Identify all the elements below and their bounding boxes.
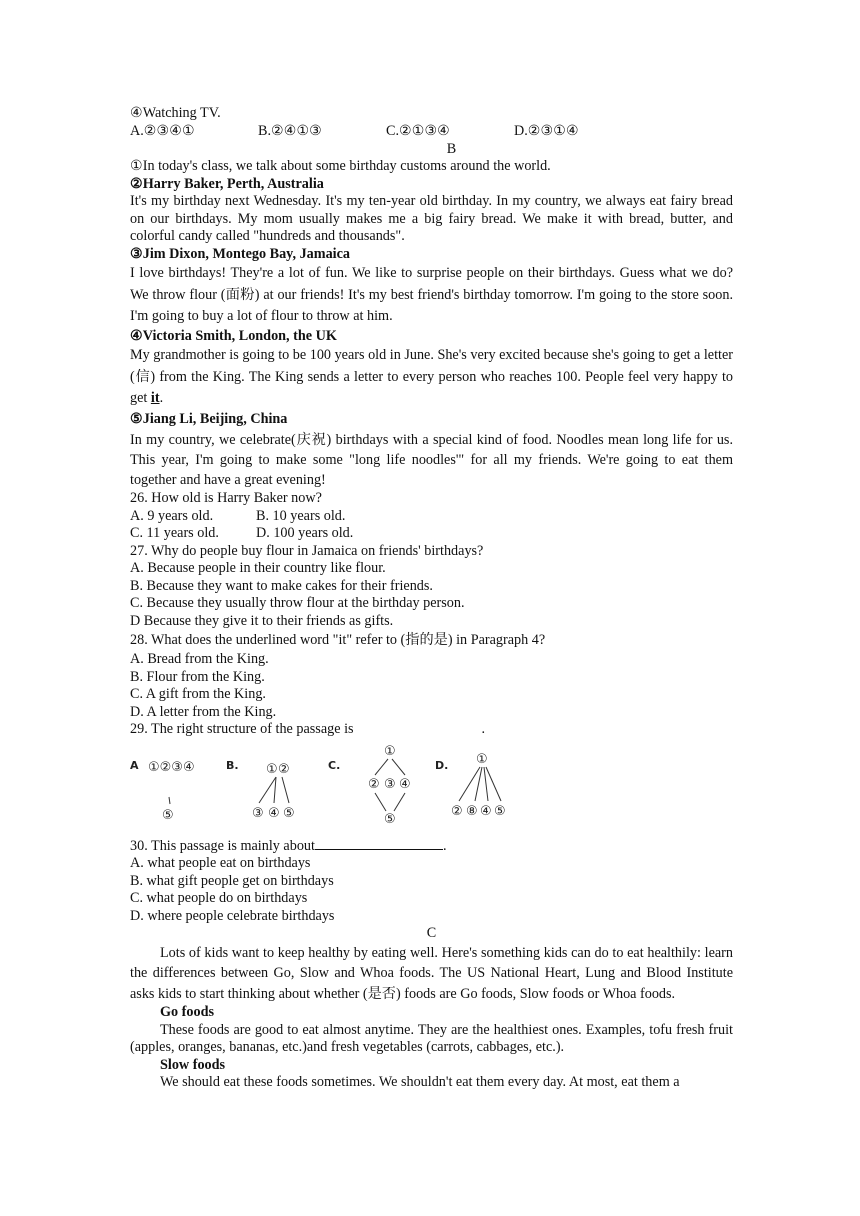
paragraph-4-body — [130, 345, 733, 410]
diagram-b-label: B. — [226, 758, 239, 772]
paragraph-5-heading: ⑤Jiang Li, Beijing, China — [130, 410, 288, 427]
q26-option-b: B. 10 years old. — [256, 507, 346, 524]
diagram-b-bottom-2: ④ — [268, 805, 280, 821]
paragraph-2-heading: ②Harry Baker, Perth, Australia — [130, 175, 324, 192]
diagram-d-line-1 — [459, 767, 480, 801]
question-29 — [130, 721, 733, 739]
diagram-b-line-1 — [259, 777, 276, 803]
q28-option-b: B. Flour from the King. — [130, 668, 265, 685]
question-29-end: . — [481, 721, 486, 737]
diagram-b — [226, 759, 295, 821]
question-29-text: 29. The right structure of the passage is — [130, 721, 354, 737]
q26-option-a: A. 9 years old. — [130, 507, 214, 524]
diagram-b-top-1: ① — [266, 761, 278, 777]
diagram-c-top: ① — [384, 743, 396, 759]
diagram-a-connector — [169, 797, 170, 804]
slow-foods-heading: Slow foods — [160, 1056, 226, 1073]
q30-option-b: B. what gift people get on birthdays — [130, 872, 334, 889]
slow-foods-body: We should eat these foods sometimes. We shouldn't eat them every day. At most, eat them a — [160, 1074, 680, 1090]
structure-diagrams — [130, 741, 733, 836]
option-b: B.②④①③ — [258, 122, 322, 139]
diagram-b-top-2: ② — [278, 761, 290, 777]
paragraph-3-heading: ③Jim Dixon, Montego Bay, Jamaica — [130, 245, 351, 262]
diagram-d-line-2 — [475, 767, 482, 801]
section-b-intro: ①In today's class, we talk about some birthday customs around the world. — [130, 158, 551, 174]
diagram-d-bottom-2: ⑧ — [466, 803, 478, 819]
diagram-d-bottom-4: ⑤ — [494, 803, 506, 819]
diagram-a-label: A — [130, 758, 139, 772]
section-c-paragraph-1: Lots of kids want to keep healthy by eating well. Here's something kids can do to eat healthily: learn the differences between Go, Slow and Whoa foods. The US National Heart, Lung and Blood Institute asks kids to start thinking about whether (是否) foods are Go foods, Slow foods or Whoa foods. — [130, 944, 733, 1002]
diagram-c-line-4 — [394, 793, 405, 811]
question-30-end: . — [442, 837, 447, 854]
question-30-blank — [315, 836, 443, 850]
q27-option-a: A. Because people in their country like flour. — [130, 560, 386, 576]
go-foods-heading: Go foods — [160, 1004, 214, 1020]
diagram-b-line-3 — [282, 777, 289, 803]
question-26-options-row2 — [130, 525, 733, 543]
paragraph-5-body: In my country, we celebrate(庆祝) birthdays with a special kind of food. Noodles mean long life for us. This year, I'm going to make some "long life noodles'" for all my friends. We're going to eat them together and have a great evening! — [130, 432, 733, 488]
diagram-c-line-1 — [375, 759, 388, 775]
question-26: 26. How old is Harry Baker now? — [130, 490, 322, 506]
underlined-it: it — [150, 390, 160, 406]
question-30 — [130, 836, 733, 856]
question-28: 28. What does the underlined word "it" refer to (指的是) in Paragraph 4? — [130, 632, 546, 648]
diagram-c — [328, 744, 411, 827]
diagram-d-line-3 — [484, 767, 488, 801]
section-b-heading: B — [446, 140, 457, 157]
q28-option-d: D. A letter from the King. — [130, 703, 277, 720]
exam-page — [130, 105, 733, 1092]
q30-option-d: D. where people celebrate birthdays — [130, 907, 335, 924]
diagram-a — [130, 759, 195, 823]
previous-item-4: ④Watching TV. — [130, 105, 221, 121]
q27-option-c: C. Because they usually throw flour at the birthday person. — [130, 595, 465, 611]
question-27: 27. Why do people buy flour in Jamaica on friends' birthdays? — [130, 542, 484, 559]
diagram-c-label: C. — [328, 758, 341, 772]
diagram-d-top: ① — [476, 751, 488, 767]
q28-option-a: A. Bread from the King. — [130, 651, 269, 667]
option-c: C.②①③④ — [386, 122, 450, 139]
diagram-c-mid-3: ④ — [399, 776, 411, 792]
paragraph-4-text: My grandmother is going to be 100 years old in June. She's very excited because she's going to get a letter (信) from the King. The King sends a letter to every person who reaches 100. People feel very happy to get — [130, 347, 733, 406]
diagram-a-bottom: ⑤ — [162, 807, 174, 823]
option-d: D.②③①④ — [514, 122, 579, 139]
paragraph-4-end: . — [159, 390, 164, 406]
diagram-c-line-2 — [392, 759, 405, 775]
q27-option-d: D Because they give it to their friends as gifts. — [130, 612, 394, 629]
go-foods-body: These foods are good to eat almost anytime. They are the healthiest ones. Examples, tofu fresh fruit (apples, oranges, bananas, etc.)and fresh vegetables (carrots, cabbages, etc.). — [130, 1021, 733, 1055]
diagram-c-line-3 — [375, 793, 386, 811]
q26-option-c: C. 11 years old. — [130, 525, 219, 541]
option-a: A.②③④① — [130, 122, 195, 139]
q27-option-b: B. Because they want to make cakes for their friends. — [130, 577, 433, 594]
diagram-d-label: D. — [435, 758, 449, 772]
section-c-heading: C — [426, 925, 437, 941]
q28-option-c: C. A gift from the King. — [130, 686, 266, 702]
diagram-b-bottom-1: ③ — [252, 805, 264, 821]
structure-diagrams-svg — [130, 741, 733, 836]
diagram-d-bottom-1: ② — [451, 803, 463, 819]
q30-option-c: C. what people do on birthdays — [130, 890, 308, 906]
diagram-d-line-4 — [486, 767, 501, 801]
diagram-c-bottom: ⑤ — [384, 811, 396, 827]
diagram-a-top: ①②③④ — [148, 759, 195, 775]
q26-option-d: D. 100 years old. — [256, 525, 354, 541]
diagram-c-mid-2: ③ — [384, 776, 396, 792]
paragraph-3-body: I love birthdays! They're a lot of fun. We like to surprise people on their birthdays. Guess what we do? We throw flour (面粉) at our friends! It's my best friend's birthday tomorrow. I'm going to the store soon. I'm going to buy a lot of flour to throw at him. — [130, 265, 733, 324]
previous-options — [130, 123, 733, 141]
question-30-text: 30. This passage is mainly about — [130, 837, 315, 854]
question-26-options-row1 — [130, 508, 733, 526]
q30-option-a: A. what people eat on birthdays — [130, 855, 311, 871]
diagram-b-bottom-3: ⑤ — [283, 805, 295, 821]
diagram-d-bottom-3: ④ — [480, 803, 492, 819]
diagram-d — [435, 752, 506, 819]
diagram-b-line-2 — [274, 777, 276, 803]
paragraph-4-heading: ④Victoria Smith, London, the UK — [130, 327, 337, 344]
diagram-c-mid-1: ② — [368, 776, 380, 792]
paragraph-2-body: It's my birthday next Wednesday. It's my ten-year old birthday. In my country, we always eat fairy bread on our birthdays. My mom usually makes me a big fairy bread. We make it with bread, butter, and colorful candy called "hundreds and thousands". — [130, 193, 733, 244]
